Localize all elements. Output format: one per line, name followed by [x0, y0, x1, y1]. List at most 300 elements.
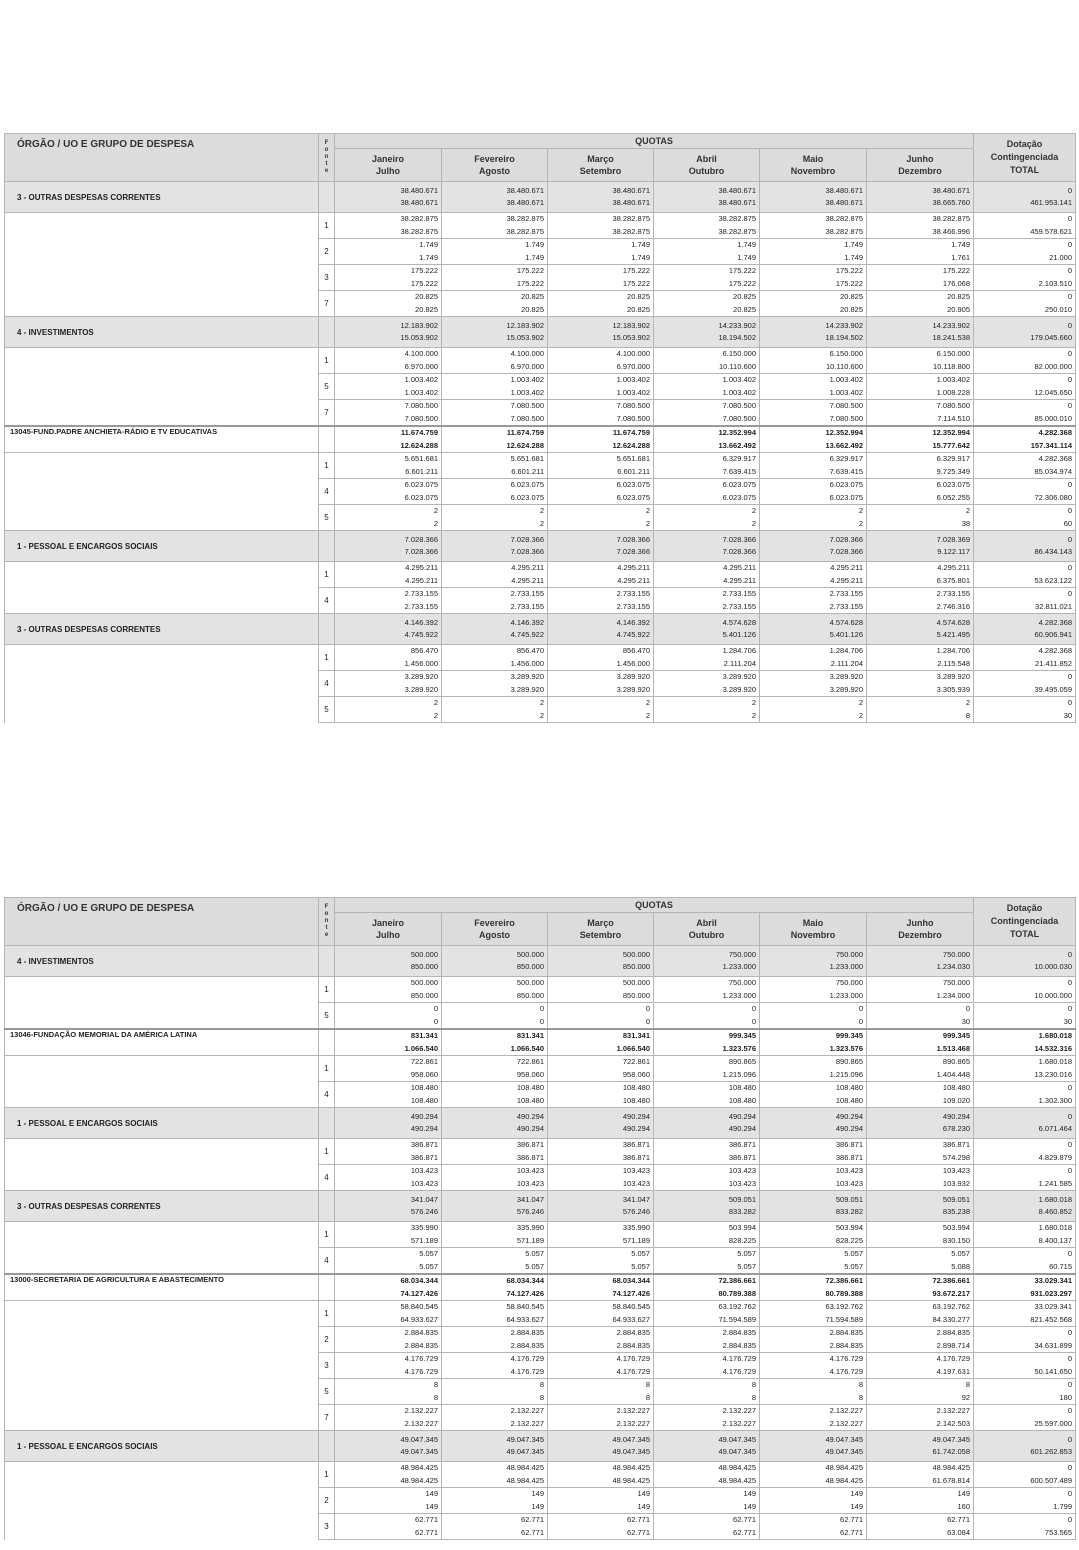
quota-value: 71.594.589	[718, 1314, 756, 1324]
total-cell	[974, 453, 1076, 479]
quota-value: 5.401.126	[829, 630, 863, 639]
quota-cell	[867, 265, 974, 291]
month-name: Dezembro	[898, 166, 942, 176]
quota-value: 14.233.902	[932, 320, 971, 330]
quota-value: 103.423	[835, 1166, 863, 1175]
total-value: 13.230.016	[1034, 1069, 1073, 1079]
total-cell	[974, 479, 1076, 505]
total-header-line: Contingenciada	[990, 916, 1059, 926]
quota-value: 1.749	[737, 252, 756, 262]
quota-cell	[548, 588, 654, 614]
quota-value: 10.110.600	[826, 361, 863, 371]
column-header-total	[974, 134, 1076, 182]
row-label	[5, 977, 319, 1003]
quota-cell	[548, 562, 654, 588]
total-value: 21.000	[1049, 252, 1073, 262]
quota-value: 850.000	[622, 990, 650, 1000]
quota-cell	[867, 1248, 974, 1275]
quota-cell	[867, 239, 974, 265]
quota-value: 5.057	[631, 1249, 650, 1258]
quota-cell	[760, 213, 867, 239]
fonte-code: 1	[319, 1462, 335, 1488]
fonte-row	[5, 1405, 1076, 1431]
quota-cell	[760, 291, 867, 317]
quota-cell	[335, 505, 442, 531]
month-name: Setembro	[579, 166, 622, 176]
group-row	[5, 946, 1076, 977]
quota-cell	[654, 1327, 760, 1353]
total-value: 0	[1067, 1249, 1073, 1258]
quota-cell	[442, 348, 548, 374]
row-label	[5, 1003, 319, 1030]
fonte-code: 4	[319, 479, 335, 505]
quota-cell	[867, 1082, 974, 1108]
fonte-code: 2	[319, 1488, 335, 1514]
quota-value: 38.282.875	[718, 214, 756, 223]
quota-value: 15.053.902	[506, 333, 544, 342]
quota-cell	[654, 453, 760, 479]
quota-value: 5.651.681	[616, 454, 650, 463]
quota-cell	[867, 1108, 974, 1139]
quota-value: 6.375.801	[936, 575, 971, 585]
quota-value: 2	[751, 698, 756, 707]
total-value: 0	[1067, 534, 1073, 544]
quota-value: 8	[539, 1392, 544, 1402]
quota-value: 1.749	[844, 252, 863, 262]
quota-value: 1.456.000	[404, 658, 438, 668]
quota-value: 1.003.402	[404, 387, 438, 397]
total-cell	[974, 1327, 1076, 1353]
quota-value: 8	[965, 710, 971, 720]
total-cell	[974, 1191, 1076, 1222]
quota-value: 49.047.345	[400, 1434, 438, 1444]
column-header-orgao: ÓRGÃO / UO E GRUPO DE DESPESA	[5, 898, 319, 946]
quota-value: 2	[539, 506, 544, 515]
quota-value: 12.352.994	[932, 428, 971, 437]
total-cell	[974, 977, 1076, 1003]
quota-value: 833.282	[835, 1207, 863, 1216]
quota-value: 48.984.425	[718, 1475, 756, 1485]
quota-value: 62.771	[627, 1515, 650, 1524]
quota-value: 62.771	[733, 1527, 756, 1537]
total-cell	[974, 614, 1076, 645]
quota-cell	[867, 426, 974, 453]
quota-cell	[335, 1327, 442, 1353]
quota-value: 2.111.204	[723, 658, 756, 668]
quota-value: 175.222	[622, 266, 650, 275]
quota-value: 833.282	[728, 1207, 756, 1216]
quota-value: 38.480.671	[612, 198, 650, 207]
quota-cell	[867, 1488, 974, 1514]
quota-value: 4.197.631	[936, 1366, 971, 1376]
quota-value: 6.023.075	[510, 492, 544, 502]
quota-value: 5.651.681	[510, 454, 544, 463]
quota-value: 2.884.835	[936, 1328, 971, 1337]
quota-value: 5.421.495	[936, 630, 971, 639]
total-cell	[974, 562, 1076, 588]
total-value: 753.565	[1044, 1527, 1073, 1537]
total-value: 0	[1067, 698, 1073, 707]
total-value: 600.507.489	[1030, 1475, 1073, 1485]
quota-value: 2.884.835	[616, 1340, 650, 1350]
quota-value: 20.825	[840, 292, 863, 301]
quota-value: 160	[957, 1501, 971, 1511]
row-label	[5, 291, 319, 317]
quota-value: 503.994	[835, 1223, 863, 1232]
header-row	[5, 134, 1076, 149]
quota-value: 5.057	[737, 1249, 756, 1258]
fonte-row	[5, 1056, 1076, 1082]
quota-value: 0	[858, 1016, 863, 1026]
column-header-month	[335, 913, 442, 946]
quota-value: 38.282.875	[718, 226, 756, 236]
quota-cell	[548, 1165, 654, 1191]
quota-cell	[442, 1191, 548, 1222]
total-cell	[974, 1274, 1076, 1301]
total-header-line: Dotação	[1006, 139, 1043, 149]
quota-value: 831.341	[622, 1031, 650, 1040]
quota-cell	[335, 1082, 442, 1108]
quota-cell	[654, 671, 760, 697]
quota-value: 4.574.628	[722, 617, 756, 627]
quota-value: 12.352.994	[718, 428, 756, 437]
quota-value: 5.057	[844, 1249, 863, 1258]
fonte-code: 5	[319, 697, 335, 723]
quota-value: 72.386.661	[718, 1276, 756, 1285]
quota-value: 20.905	[947, 304, 971, 314]
quota-cell	[760, 1082, 867, 1108]
quota-cell	[760, 1514, 867, 1540]
quota-cell	[335, 374, 442, 400]
total-value: 0	[1067, 589, 1073, 598]
quota-value: 1.003.402	[510, 387, 544, 397]
quota-value: 6.601.211	[405, 466, 438, 476]
fonte-code	[319, 946, 335, 977]
total-value: 0	[1067, 1140, 1073, 1149]
total-cell	[974, 182, 1076, 213]
quota-cell	[760, 1379, 867, 1405]
fonte-code: 1	[319, 348, 335, 374]
quota-cell	[335, 1056, 442, 1082]
total-value: 4.829.879	[1038, 1152, 1073, 1162]
quota-cell	[867, 1056, 974, 1082]
quota-cell	[335, 1139, 442, 1165]
quota-value: 4.146.392	[510, 617, 544, 627]
quota-value: 149	[425, 1501, 438, 1511]
quota-cell	[867, 671, 974, 697]
fonte-row	[5, 1222, 1076, 1248]
quota-cell	[442, 1108, 548, 1139]
total-value: 10.000.030	[1034, 962, 1073, 971]
quota-cell	[654, 1353, 760, 1379]
quota-cell	[442, 1301, 548, 1327]
month-name: Outubro	[688, 930, 725, 940]
quota-cell	[442, 531, 548, 562]
total-value: 0	[1067, 1406, 1073, 1415]
quota-cell	[867, 1029, 974, 1056]
month-name: Agosto	[479, 166, 510, 176]
quota-value: 386.871	[410, 1140, 438, 1149]
quota-value: 1.749	[951, 240, 971, 249]
total-value: 601.262.853	[1030, 1447, 1073, 1456]
quota-value: 2	[858, 710, 863, 720]
quota-value: 831.341	[516, 1031, 544, 1040]
quota-value: 64.933.627	[400, 1314, 438, 1324]
quota-value: 4.295.211	[723, 563, 756, 572]
total-cell	[974, 697, 1076, 723]
row-label: 1 - PESSOAL E ENCARGOS SOCIAIS	[5, 1431, 319, 1462]
row-label	[5, 1462, 319, 1488]
month-name: Setembro	[579, 930, 622, 940]
quota-cell	[654, 645, 760, 671]
quota-cell	[867, 1222, 974, 1248]
fonte-code: 5	[319, 1003, 335, 1030]
quota-value: 58.840.545	[400, 1302, 438, 1311]
quota-value: 108.480	[728, 1095, 756, 1105]
quota-value: 3.289.920	[936, 672, 971, 681]
quota-value: 38.282.875	[825, 214, 863, 223]
quota-cell	[654, 1514, 760, 1540]
quota-value: 6.023.075	[936, 480, 971, 489]
total-cell	[974, 1514, 1076, 1540]
quota-value: 856.470	[410, 646, 438, 655]
quota-cell	[867, 1353, 974, 1379]
fonte-row	[5, 1514, 1076, 1540]
total-value: 82.000.000	[1034, 361, 1073, 371]
quota-cell	[548, 479, 654, 505]
total-value: 0	[1067, 240, 1073, 249]
quota-value: 49.047.345	[612, 1447, 650, 1456]
quota-cell	[548, 946, 654, 977]
quota-value: 11.674.759	[612, 428, 650, 437]
quota-cell	[654, 182, 760, 213]
quota-value: 958.060	[516, 1069, 544, 1079]
quota-value: 6.329.917	[722, 454, 756, 463]
total-value: 0	[1067, 949, 1073, 959]
quota-value: 490.294	[516, 1124, 544, 1133]
quota-value: 103.423	[942, 1166, 971, 1175]
fonte-code	[319, 1191, 335, 1222]
quota-value: 2	[965, 698, 971, 707]
total-value: 4.282.368	[1038, 646, 1073, 655]
fonte-code: 3	[319, 1514, 335, 1540]
quota-value: 8	[858, 1380, 863, 1389]
quota-value: 856.470	[516, 646, 544, 655]
total-value: 8.460.852	[1038, 1207, 1073, 1216]
quota-cell	[654, 977, 760, 1003]
quota-cell	[335, 182, 442, 213]
row-label	[5, 400, 319, 427]
quota-value: 0	[433, 1004, 438, 1013]
quota-value: 8	[645, 1380, 650, 1389]
quota-value: 999.345	[728, 1031, 756, 1040]
quota-value: 149	[850, 1489, 863, 1498]
quota-cell	[760, 1274, 867, 1301]
fonte-code: 5	[319, 374, 335, 400]
quota-value: 2.733.155	[616, 589, 650, 598]
quota-value: 2	[751, 710, 756, 720]
quota-cell	[867, 1274, 974, 1301]
quota-value: 8	[751, 1380, 756, 1389]
quota-cell	[654, 1274, 760, 1301]
fonte-row	[5, 645, 1076, 671]
total-cell	[974, 531, 1076, 562]
quota-cell	[760, 614, 867, 645]
quota-value: 63.084	[947, 1527, 971, 1537]
quota-value: 1.003.402	[829, 387, 863, 397]
total-cell	[974, 265, 1076, 291]
month-name: Novembro	[790, 166, 836, 176]
row-label	[5, 1353, 319, 1379]
quota-value: 9.725.349	[936, 466, 971, 476]
fonte-letter: t	[325, 925, 328, 931]
quota-value: 6.023.075	[510, 480, 544, 489]
row-label	[5, 479, 319, 505]
quota-value: 63.192.762	[718, 1302, 756, 1311]
total-cell	[974, 1353, 1076, 1379]
quota-value: 1.234.000	[936, 990, 971, 1000]
quota-cell	[654, 614, 760, 645]
total-value: 85.000.010	[1034, 413, 1073, 423]
quota-value: 4.176.729	[404, 1366, 438, 1376]
quota-value: 341.047	[516, 1194, 544, 1204]
quota-value: 10.118.800	[933, 361, 971, 371]
quota-value: 4.574.628	[829, 617, 863, 627]
quota-value: 13.662.492	[718, 440, 756, 450]
quota-cell	[442, 1514, 548, 1540]
row-label: 1 - PESSOAL E ENCARGOS SOCIAIS	[5, 531, 319, 562]
quota-cell	[760, 317, 867, 348]
fonte-row	[5, 213, 1076, 239]
quota-value: 3.289.920	[829, 684, 863, 694]
fonte-letter: F	[324, 140, 329, 146]
quota-cell	[760, 1139, 867, 1165]
quota-value: 571.189	[622, 1235, 650, 1245]
quota-cell	[442, 1379, 548, 1405]
quota-value: 6.970.000	[616, 361, 650, 371]
quota-value: 2	[751, 518, 756, 528]
quota-value: 4.146.392	[616, 617, 650, 627]
fonte-row	[5, 562, 1076, 588]
quota-cell	[654, 317, 760, 348]
quota-cell	[654, 1488, 760, 1514]
quota-value: 62.771	[840, 1515, 863, 1524]
quota-cell	[548, 426, 654, 453]
total-value: 0	[1067, 320, 1073, 330]
quota-value: 2.132.227	[510, 1406, 544, 1415]
quota-value: 1.066.540	[616, 1043, 650, 1053]
total-cell	[974, 1248, 1076, 1275]
quota-value: 490.294	[942, 1111, 971, 1121]
quota-value: 7.080.500	[510, 401, 544, 410]
quota-value: 1.404.448	[936, 1069, 971, 1079]
quota-value: 108.480	[728, 1083, 756, 1092]
quota-cell	[760, 977, 867, 1003]
quota-value: 48.984.425	[506, 1463, 544, 1472]
quota-value: 4.176.729	[722, 1366, 756, 1376]
quota-cell	[760, 1248, 867, 1275]
column-header-month	[654, 149, 760, 182]
quota-value: 1.003.402	[722, 387, 756, 397]
row-label: 3 - OUTRAS DESPESAS CORRENTES	[5, 1191, 319, 1222]
column-header-month	[867, 149, 974, 182]
fonte-row	[5, 1165, 1076, 1191]
total-value: 39.495.059	[1034, 684, 1073, 694]
quota-cell	[442, 645, 548, 671]
quota-value: 509.051	[728, 1194, 756, 1204]
quota-cell	[335, 1003, 442, 1030]
total-value: 0	[1067, 401, 1073, 410]
month-name: Janeiro	[371, 154, 404, 164]
quota-value: 2.733.155	[722, 589, 756, 598]
quota-value: 49.047.345	[825, 1434, 863, 1444]
total-header-line: TOTAL	[1009, 929, 1040, 939]
quota-value: 2	[433, 506, 438, 515]
quota-cell	[442, 1353, 548, 1379]
org-row	[5, 1029, 1076, 1056]
fonte-code: 4	[319, 1165, 335, 1191]
row-label	[5, 348, 319, 374]
fonte-row	[5, 400, 1076, 427]
quota-value: 850.000	[410, 962, 438, 971]
quota-value: 6.329.917	[829, 454, 863, 463]
quota-value: 490.294	[410, 1111, 438, 1121]
quota-cell	[548, 239, 654, 265]
row-label: 3 - OUTRAS DESPESAS CORRENTES	[5, 614, 319, 645]
quota-cell	[548, 348, 654, 374]
quota-value: 63.192.762	[932, 1302, 971, 1311]
quota-value: 1.233.000	[722, 962, 756, 971]
quota-value: 4.574.628	[936, 617, 971, 627]
quota-value: 722.861	[622, 1057, 650, 1066]
column-header-month	[548, 913, 654, 946]
quota-cell	[867, 1165, 974, 1191]
quota-value: 341.047	[622, 1194, 650, 1204]
quota-value: 2.733.155	[829, 601, 863, 611]
quota-value: 12.183.902	[612, 320, 650, 330]
quota-cell	[654, 1248, 760, 1275]
quota-value: 509.051	[942, 1194, 971, 1204]
org-row	[5, 426, 1076, 453]
quota-value: 0	[645, 1016, 650, 1026]
quota-value: 576.246	[516, 1207, 544, 1216]
quota-value: 574.298	[942, 1152, 971, 1162]
fonte-code: 3	[319, 1353, 335, 1379]
quota-value: 4.295.211	[511, 575, 544, 585]
quota-value: 6.023.075	[404, 480, 438, 489]
quota-value: 490.294	[835, 1124, 863, 1133]
quota-cell	[867, 1301, 974, 1327]
quota-cell	[548, 1488, 654, 1514]
quota-cell	[654, 1108, 760, 1139]
quota-value: 149	[637, 1501, 650, 1511]
row-label	[5, 1405, 319, 1431]
quota-value: 38.282.875	[612, 226, 650, 236]
quota-value: 500.000	[516, 978, 544, 987]
total-cell	[974, 1431, 1076, 1462]
quota-value: 13.662.492	[825, 440, 863, 450]
quota-value: 8	[645, 1392, 650, 1402]
fonte-code: 1	[319, 645, 335, 671]
quota-value: 7.028.366	[616, 534, 650, 544]
quota-value: 72.386.661	[825, 1276, 863, 1285]
quota-value: 386.871	[516, 1140, 544, 1149]
fonte-code	[319, 182, 335, 213]
quota-value: 3.289.920	[616, 672, 650, 681]
quota-value: 828.225	[728, 1235, 756, 1245]
quota-value: 571.189	[516, 1235, 544, 1245]
quota-cell	[548, 505, 654, 531]
